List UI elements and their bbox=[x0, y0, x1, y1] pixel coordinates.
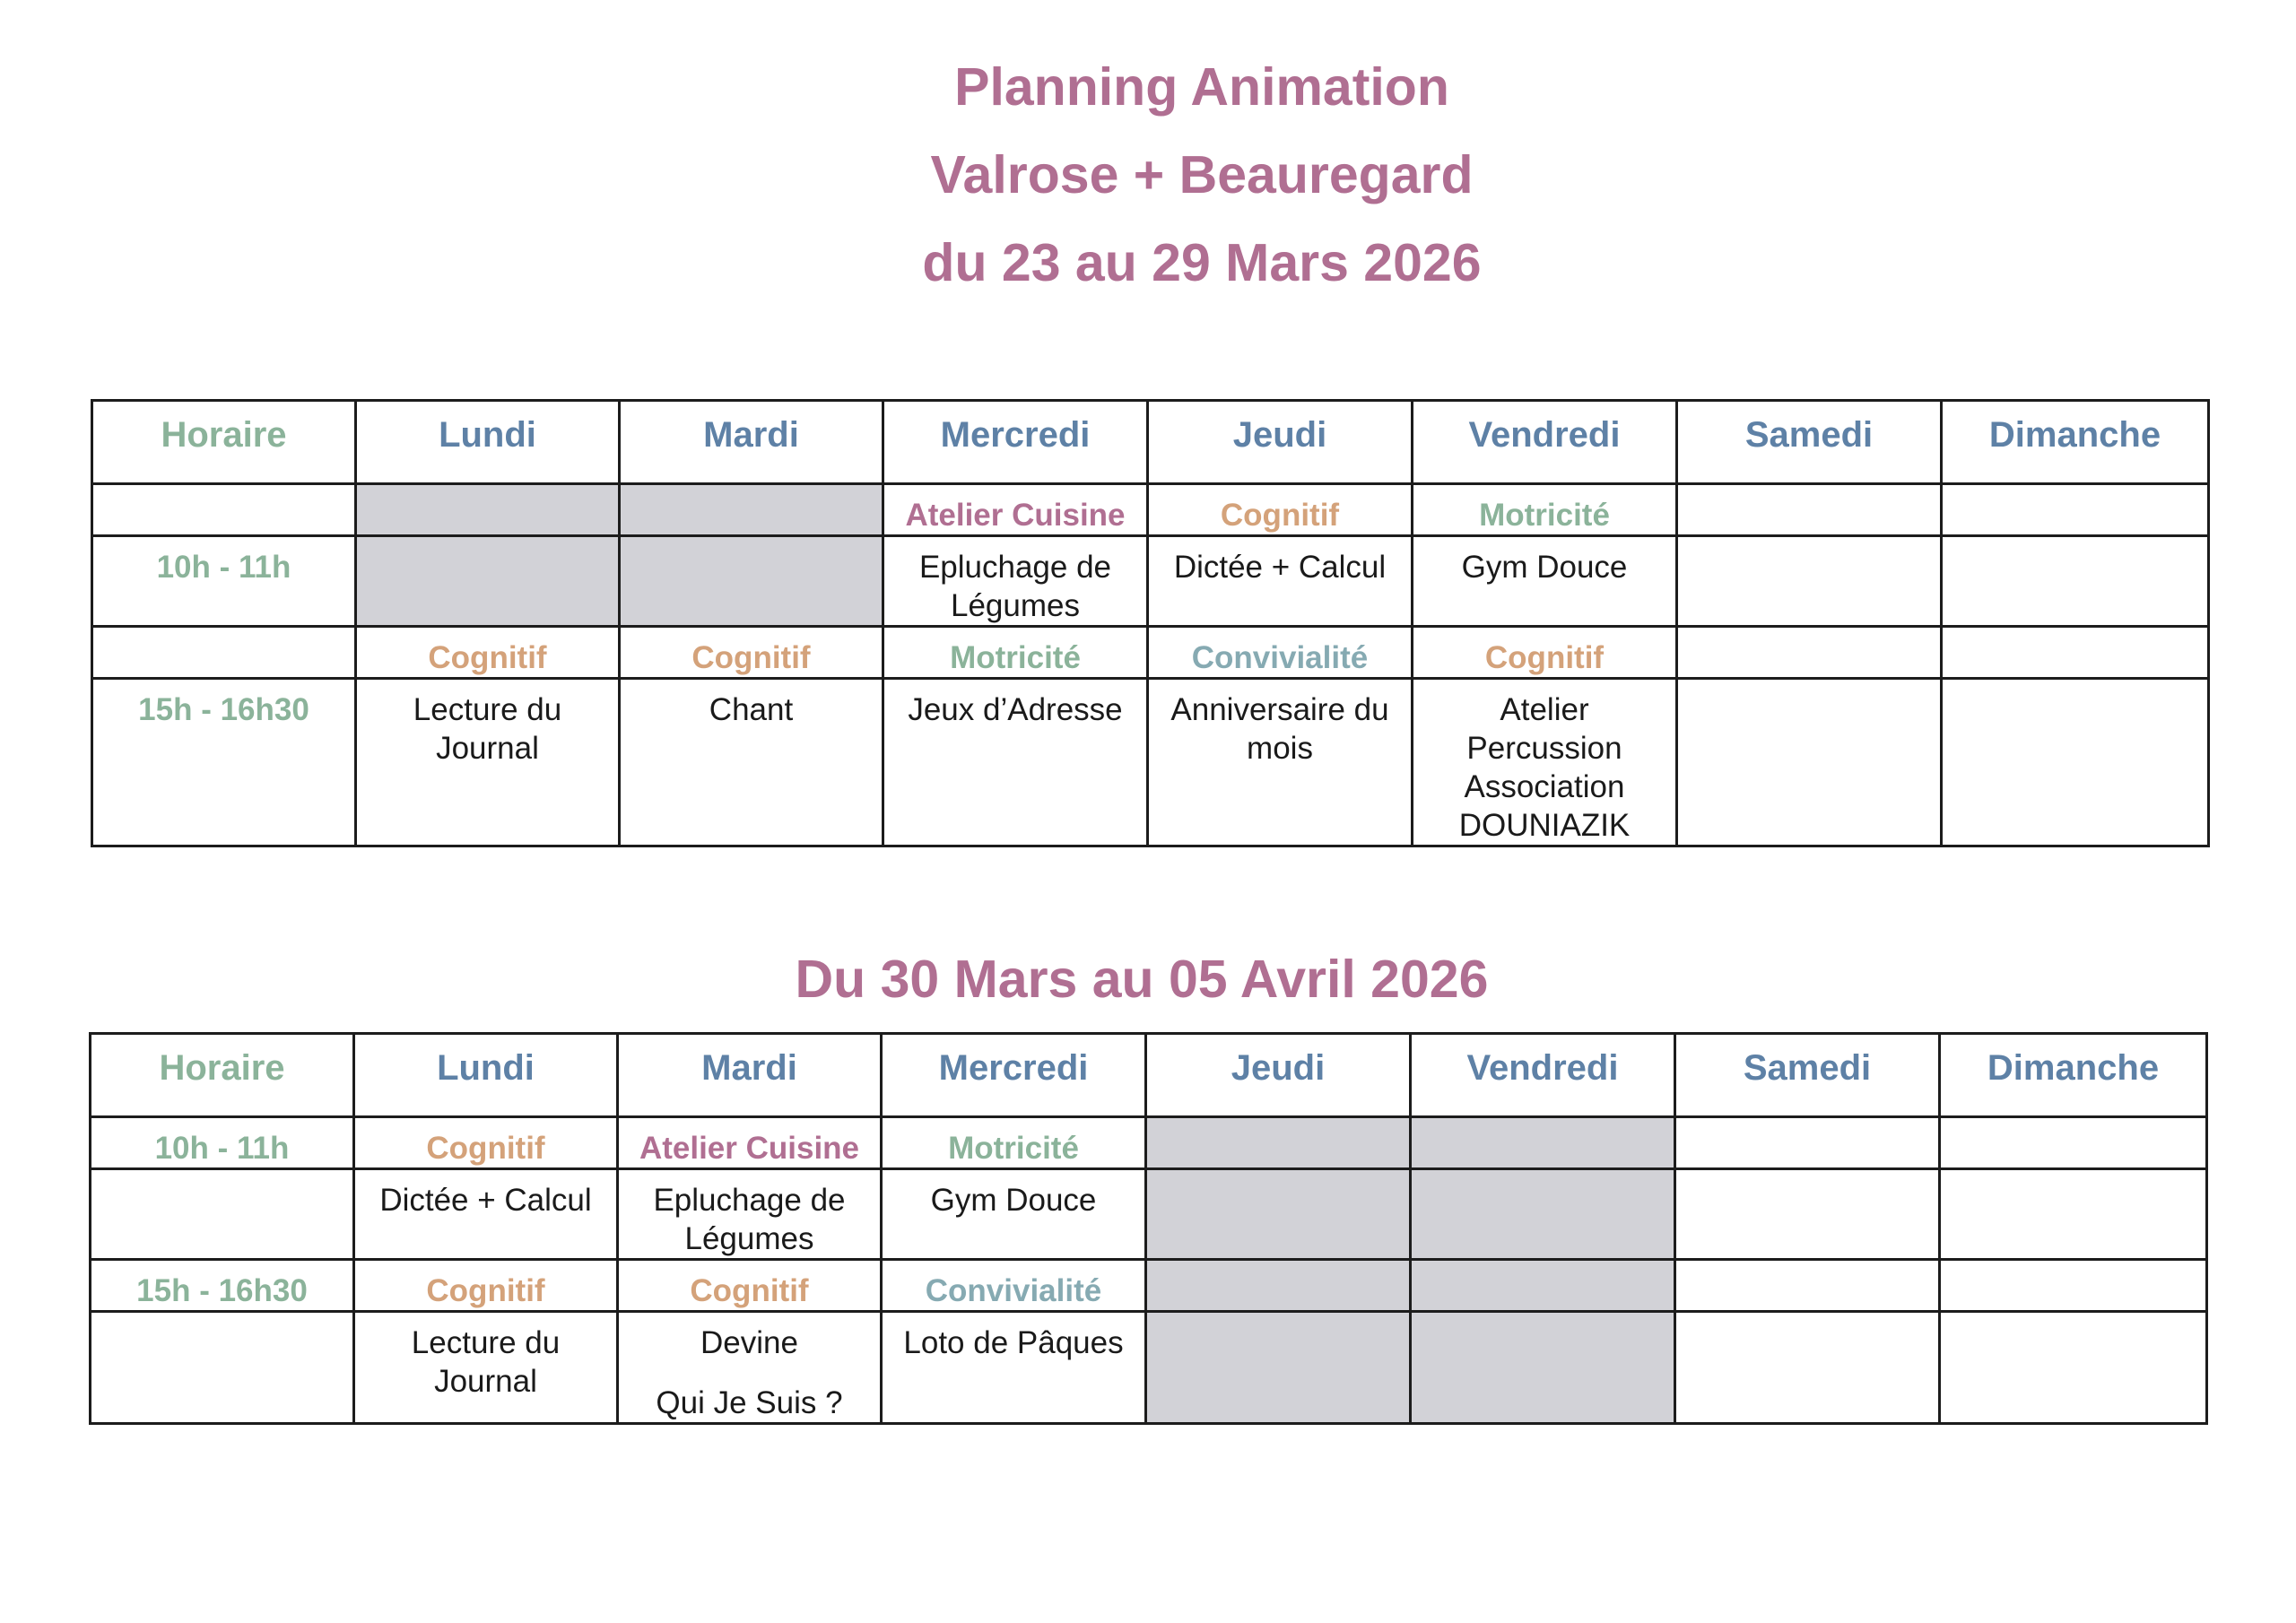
cell-jeudi-category bbox=[1148, 627, 1413, 679]
header-jeudi: Jeudi bbox=[1146, 1034, 1411, 1117]
header-row bbox=[91, 1034, 2207, 1117]
category-label-atelier-cuisine: Atelier Cuisine bbox=[639, 1131, 860, 1166]
activity-line: Association bbox=[1464, 769, 1625, 804]
activity-text bbox=[1152, 548, 1407, 586]
cell-jeudi-shaded bbox=[1146, 1117, 1411, 1169]
header-horaire: Horaire bbox=[91, 1034, 354, 1117]
cell-vendredi-shaded bbox=[1411, 1260, 1675, 1312]
schedule-table-week1 bbox=[91, 399, 2210, 847]
cell-mardi-activity bbox=[618, 1312, 882, 1424]
activity-line: Lecture du bbox=[413, 692, 562, 727]
schedule-row bbox=[91, 1260, 2207, 1312]
activity-line: Légumes bbox=[951, 588, 1080, 623]
cell-dimanche-empty bbox=[1940, 1312, 2207, 1424]
header-samedi: Samedi bbox=[1675, 1034, 1940, 1117]
category-label-cognitif: Cognitif bbox=[428, 640, 547, 675]
schedule-row bbox=[91, 1312, 2207, 1424]
category-label-cognitif: Cognitif bbox=[690, 1273, 809, 1308]
activity-line: Lecture du bbox=[411, 1325, 561, 1360]
cell-samedi-empty bbox=[1677, 627, 1942, 679]
activity-line: Dictée + Calcul bbox=[1173, 550, 1387, 585]
activity-line: mois bbox=[1247, 731, 1313, 766]
category-label-cognitif: Cognitif bbox=[691, 640, 811, 675]
cell-mercredi-category bbox=[882, 1260, 1146, 1312]
activity-text bbox=[359, 1181, 613, 1219]
cell-samedi-empty bbox=[1675, 1169, 1940, 1260]
cell-mercredi-activity bbox=[882, 1312, 1146, 1424]
title-week2-dates: Du 30 Mars au 05 Avril 2026 bbox=[795, 950, 1489, 1009]
cell-samedi-empty bbox=[1677, 536, 1942, 627]
activity-text bbox=[622, 1324, 876, 1422]
activity-line: DOUNIAZIK bbox=[1458, 808, 1631, 843]
cell-mercredi-activity bbox=[883, 679, 1148, 846]
cell-mardi-category bbox=[618, 1117, 882, 1169]
header-horaire: Horaire bbox=[92, 401, 356, 484]
activity-line: Légumes bbox=[684, 1221, 814, 1256]
header-samedi: Samedi bbox=[1677, 401, 1942, 484]
time-slot-cell: 15h - 16h30 bbox=[92, 679, 356, 846]
schedule-row bbox=[92, 679, 2209, 846]
category-label-atelier-cuisine: Atelier Cuisine bbox=[905, 498, 1126, 533]
category-label-motricite: Motricité bbox=[950, 640, 1081, 675]
cell-mercredi-activity bbox=[882, 1169, 1146, 1260]
activity-line: Qui Je Suis ? bbox=[656, 1385, 843, 1420]
cell-dimanche-empty bbox=[1942, 627, 2209, 679]
activity-text bbox=[361, 690, 614, 768]
header-lundi: Lundi bbox=[356, 401, 620, 484]
category-label-cognitif: Cognitif bbox=[1220, 498, 1340, 533]
document-title-block bbox=[0, 43, 2296, 307]
header-mercredi: Mercredi bbox=[883, 401, 1148, 484]
cell-jeudi-shaded bbox=[1146, 1260, 1411, 1312]
schedule-row bbox=[91, 1169, 2207, 1260]
activity-line: Loto de Pâques bbox=[903, 1325, 1124, 1360]
cell-vendredi-shaded bbox=[1411, 1312, 1675, 1424]
cell-lundi-category bbox=[354, 1117, 618, 1169]
activity-line: Chant bbox=[709, 692, 794, 727]
header-vendredi: Vendredi bbox=[1411, 1034, 1675, 1117]
cell-jeudi-category bbox=[1148, 484, 1413, 536]
cell-vendredi-activity bbox=[1413, 679, 1677, 846]
cell-dimanche-empty bbox=[1940, 1169, 2207, 1260]
cell-mardi-shaded bbox=[620, 484, 883, 536]
header-mercredi: Mercredi bbox=[882, 1034, 1146, 1117]
activity-line: Epluchage de bbox=[918, 550, 1112, 585]
cell-vendredi-category bbox=[1413, 484, 1677, 536]
cell-lundi-activity bbox=[354, 1169, 618, 1260]
activity-line: Epluchage de bbox=[653, 1183, 846, 1218]
activity-text bbox=[1417, 548, 1672, 586]
activity-line: Atelier bbox=[1500, 692, 1589, 727]
activity-text bbox=[359, 1324, 613, 1401]
cell-mercredi-category bbox=[883, 484, 1148, 536]
title-residences: Valrose + Beauregard bbox=[930, 145, 1474, 204]
time-slot-cell bbox=[92, 484, 356, 536]
activity-line: Percussion bbox=[1466, 731, 1622, 766]
header-jeudi: Jeudi bbox=[1148, 401, 1413, 484]
activity-line: Gym Douce bbox=[930, 1183, 1097, 1218]
cell-samedi-empty bbox=[1675, 1117, 1940, 1169]
header-dimanche: Dimanche bbox=[1940, 1034, 2207, 1117]
time-slot-cell: 10h - 11h bbox=[92, 536, 356, 627]
category-label-cognitif: Cognitif bbox=[426, 1131, 545, 1166]
cell-jeudi-activity bbox=[1148, 536, 1413, 627]
cell-samedi-empty bbox=[1675, 1260, 1940, 1312]
time-slot-cell: 10h - 11h bbox=[91, 1117, 354, 1169]
category-label-cognitif: Cognitif bbox=[426, 1273, 545, 1308]
time-slot-cell bbox=[91, 1312, 354, 1424]
title-week1-dates: du 23 au 29 Mars 2026 bbox=[922, 233, 1482, 292]
activity-text bbox=[886, 1181, 1141, 1219]
cell-lundi-activity bbox=[354, 1312, 618, 1424]
activity-line: Devine bbox=[700, 1325, 798, 1360]
activity-text bbox=[1152, 690, 1407, 768]
activity-text bbox=[888, 548, 1143, 625]
cell-dimanche-empty bbox=[1942, 484, 2209, 536]
activity-text bbox=[1417, 690, 1672, 845]
cell-lundi-category bbox=[356, 627, 620, 679]
activity-line: Gym Douce bbox=[1461, 550, 1628, 585]
cell-samedi-empty bbox=[1677, 679, 1942, 846]
title-planning: Planning Animation bbox=[954, 57, 1449, 117]
header-dimanche: Dimanche bbox=[1942, 401, 2209, 484]
time-slot-cell: 15h - 16h30 bbox=[91, 1260, 354, 1312]
cell-dimanche-empty bbox=[1942, 536, 2209, 627]
cell-mardi-category bbox=[620, 627, 883, 679]
header-mardi: Mardi bbox=[620, 401, 883, 484]
category-label-cognitif: Cognitif bbox=[1484, 640, 1605, 675]
activity-line: Dictée + Calcul bbox=[379, 1183, 592, 1218]
cell-mercredi-category bbox=[883, 627, 1148, 679]
cell-vendredi-activity bbox=[1413, 536, 1677, 627]
cell-mercredi-activity bbox=[883, 536, 1148, 627]
schedule-row bbox=[92, 536, 2209, 627]
cell-dimanche-empty bbox=[1942, 679, 2209, 846]
cell-vendredi-shaded bbox=[1411, 1169, 1675, 1260]
activity-line: Jeux d’Adresse bbox=[908, 692, 1123, 727]
schedule-row bbox=[91, 1117, 2207, 1169]
header-lundi: Lundi bbox=[354, 1034, 618, 1117]
header-mardi: Mardi bbox=[618, 1034, 882, 1117]
cell-mercredi-category bbox=[882, 1117, 1146, 1169]
category-label-convivialite: Convivialité bbox=[1191, 640, 1369, 675]
activity-text bbox=[886, 1324, 1141, 1362]
cell-lundi-shaded bbox=[356, 536, 620, 627]
header-vendredi: Vendredi bbox=[1413, 401, 1677, 484]
category-label-motricite: Motricité bbox=[1479, 498, 1610, 533]
activity-text bbox=[888, 690, 1143, 729]
time-slot-cell bbox=[92, 627, 356, 679]
cell-vendredi-category bbox=[1413, 627, 1677, 679]
cell-jeudi-activity bbox=[1148, 679, 1413, 846]
cell-mardi-category bbox=[618, 1260, 882, 1312]
activity-line: Journal bbox=[436, 731, 539, 766]
cell-mardi-activity bbox=[620, 679, 883, 846]
category-label-motricite: Motricité bbox=[948, 1131, 1079, 1166]
cell-lundi-shaded bbox=[356, 484, 620, 536]
cell-lundi-activity bbox=[356, 679, 620, 846]
schedule-row bbox=[92, 627, 2209, 679]
cell-vendredi-shaded bbox=[1411, 1117, 1675, 1169]
category-label-convivialite: Convivialité bbox=[925, 1273, 1102, 1308]
cell-mardi-activity bbox=[618, 1169, 882, 1260]
cell-dimanche-empty bbox=[1940, 1117, 2207, 1169]
cell-samedi-empty bbox=[1677, 484, 1942, 536]
cell-lundi-category bbox=[354, 1260, 618, 1312]
cell-dimanche-empty bbox=[1940, 1260, 2207, 1312]
time-slot-cell bbox=[91, 1169, 354, 1260]
schedule-row bbox=[92, 484, 2209, 536]
cell-jeudi-shaded bbox=[1146, 1169, 1411, 1260]
activity-text bbox=[622, 1181, 876, 1258]
cell-samedi-empty bbox=[1675, 1312, 1940, 1424]
header-row bbox=[92, 401, 2209, 484]
activity-line: Anniversaire du bbox=[1170, 692, 1389, 727]
cell-mardi-shaded bbox=[620, 536, 883, 627]
activity-text bbox=[624, 690, 878, 729]
cell-jeudi-shaded bbox=[1146, 1312, 1411, 1424]
schedule-table-week2 bbox=[89, 1032, 2208, 1425]
activity-line: Journal bbox=[434, 1364, 537, 1399]
